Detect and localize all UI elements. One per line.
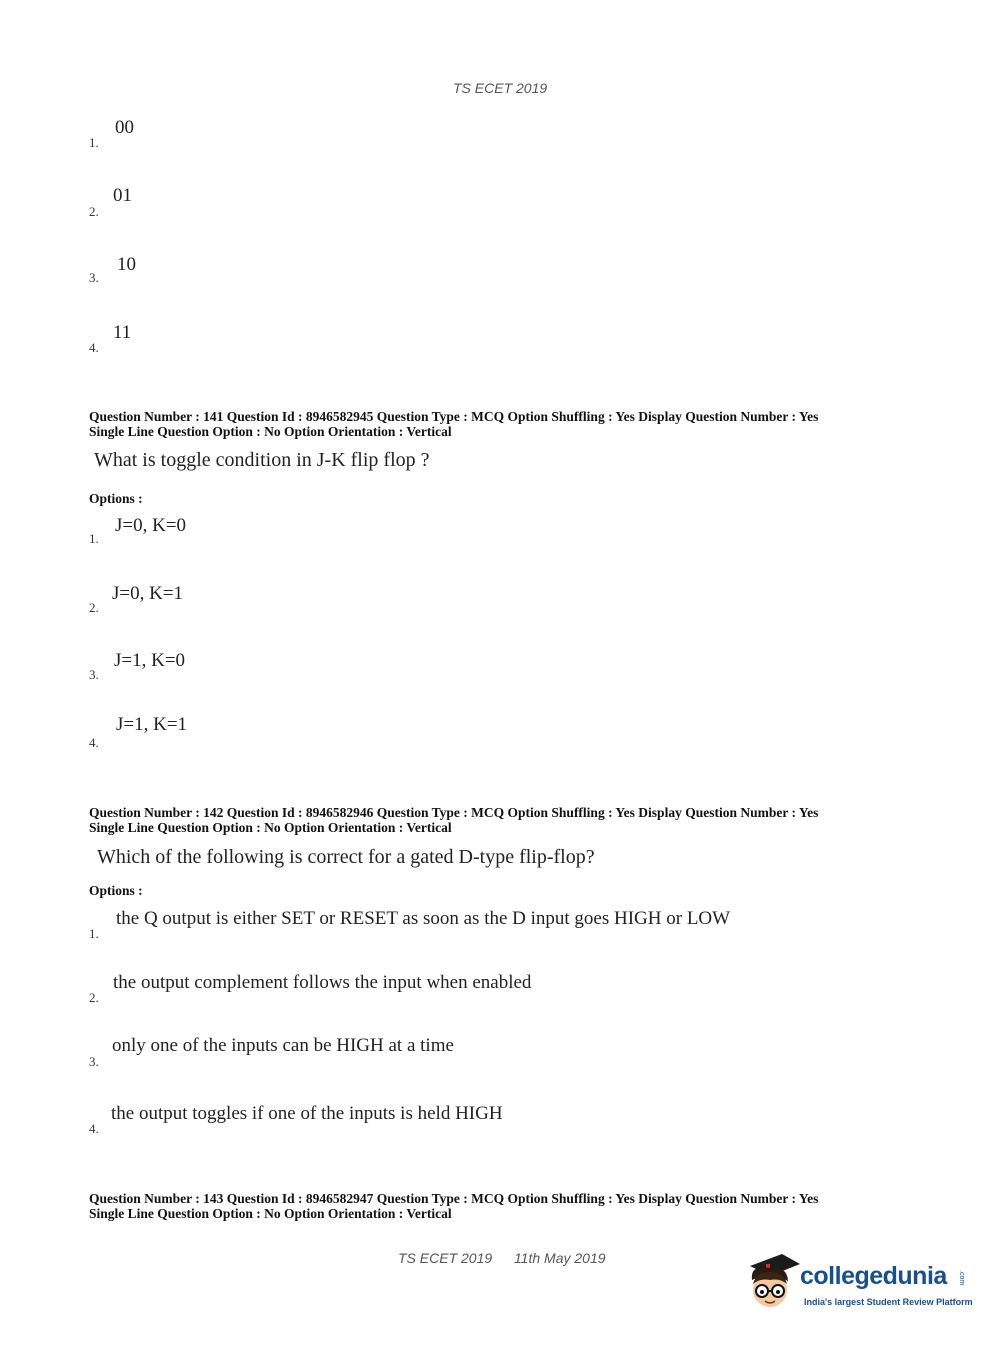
question-meta	[89, 1191, 818, 1221]
question-meta	[89, 409, 818, 439]
question-meta-line2: Single Line Question Option : No Option Orientation : Vertical	[89, 1206, 452, 1221]
option-text: only one of the inputs can be HIGH at a time	[112, 1035, 454, 1056]
question-meta-line2: Single Line Question Option : No Option Orientation : Vertical	[89, 424, 452, 439]
option-text: the Q output is either SET or RESET as soon as the D input goes HIGH or LOW	[116, 908, 731, 929]
option-number: 4.	[89, 340, 99, 355]
option-number: 3.	[89, 1054, 99, 1069]
question-text: Which of the following is correct for a gated D-type flip-flop?	[97, 846, 595, 868]
page-header: TS ECET 2019	[453, 80, 548, 96]
option-number: 1.	[89, 926, 99, 941]
option-number: 2.	[89, 204, 99, 219]
logo-wordmark: collegedunia	[800, 1262, 947, 1290]
question-meta-line2: Single Line Question Option : No Option Orientation : Vertical	[89, 820, 452, 835]
option-number: 3.	[89, 667, 99, 682]
option-text: the output toggles if one of the inputs is held HIGH	[111, 1103, 503, 1124]
question-text: What is toggle condition in J-K flip flop ?	[94, 449, 430, 471]
option-number: 4.	[89, 735, 99, 750]
option-number: 1.	[89, 135, 99, 150]
option-text: 00	[115, 117, 134, 138]
option-number: 3.	[89, 270, 99, 285]
options-label: Options :	[89, 883, 143, 898]
student-mascot-icon	[742, 1250, 804, 1316]
option-text: J=0, K=1	[112, 583, 184, 604]
option-number: 2.	[89, 600, 99, 615]
question-meta-line1: Question Number : 141 Question Id : 8946582945 Question Type : MCQ Option Shuffling : Yes Display Question Number : Yes	[89, 409, 819, 424]
question-meta-line1: Question Number : 143 Question Id : 8946582947 Question Type : MCQ Option Shuffling : Yes Display Question Number : Yes	[89, 1191, 819, 1206]
option-text: 11	[113, 322, 132, 343]
collegedunia-logo	[742, 1250, 972, 1320]
option-text: J=1, K=1	[116, 714, 188, 735]
option-text: the output complement follows the input when enabled	[113, 972, 532, 993]
option-text: 10	[117, 254, 136, 275]
option-text: J=1, K=0	[114, 650, 186, 671]
question-meta-line1: Question Number : 142 Question Id : 8946582946 Question Type : MCQ Option Shuffling : Yes Display Question Number : Yes	[89, 805, 819, 820]
option-number: 4.	[89, 1121, 99, 1136]
logo-suffix: .com	[958, 1270, 965, 1286]
footer-date: 11th May 2019	[513, 1250, 606, 1266]
option-text: 01	[113, 185, 132, 206]
option-number: 1.	[89, 531, 99, 546]
footer-exam: TS ECET 2019	[398, 1250, 493, 1266]
logo-tagline: India's largest Student Review Platform	[804, 1297, 973, 1307]
options-label: Options :	[89, 491, 143, 506]
page-footer	[398, 1250, 606, 1266]
option-number: 2.	[89, 990, 99, 1005]
option-text: J=0, K=0	[115, 515, 187, 536]
question-meta	[89, 805, 818, 835]
